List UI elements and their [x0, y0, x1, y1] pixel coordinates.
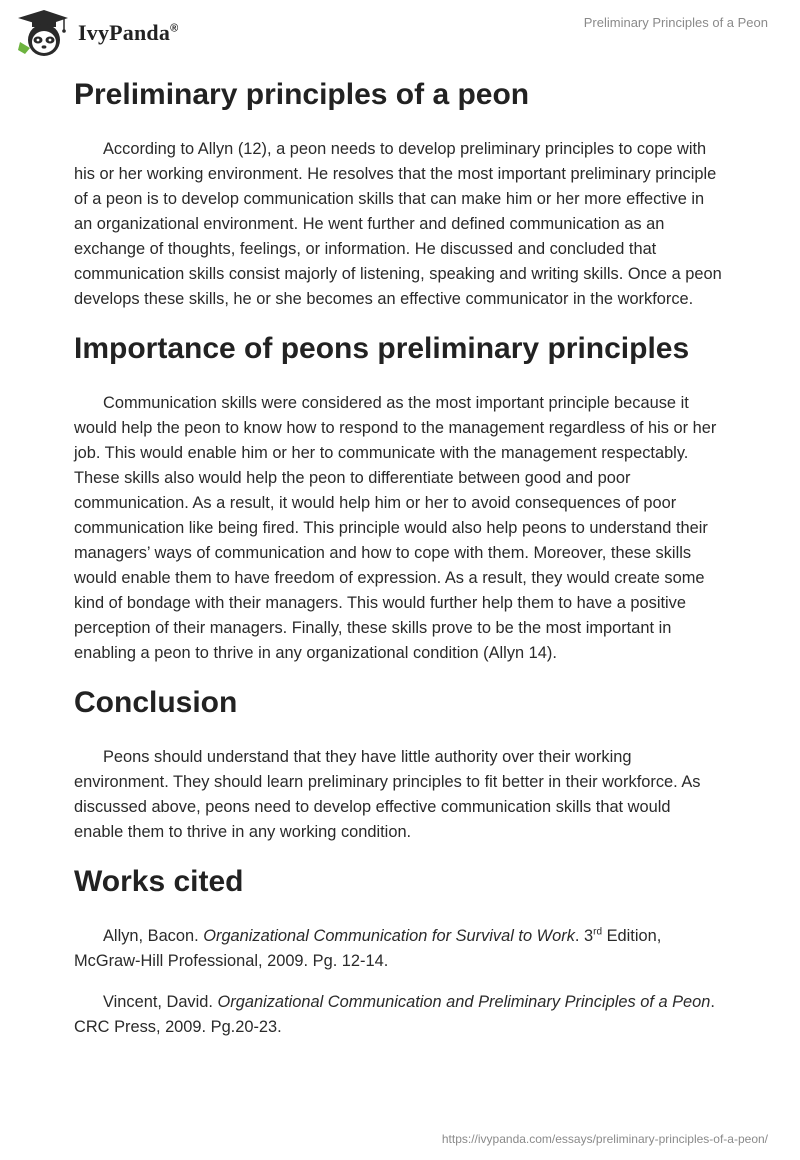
works-cited-heading: Works cited: [74, 865, 244, 898]
citation-edition-suffix: rd: [593, 926, 603, 938]
section-paragraph: According to Allyn (12), a peon needs to develop preliminary principles to cope with his or her working environment. He resolves that the most important preliminary principle of a peon is to develop communication skills that can make him or her more effective in an organizational environment. He went further and defined communication as an exchange of thoughts, feelings, or information. He discussed and concluded that communication skills consist majorly of listening, speaking and writing skills. Once a peon develops these skills, he or she becomes an effective communicator in the workforce.: [74, 140, 722, 308]
citation-author: Vincent, David.: [103, 993, 213, 1011]
citation-publisher: CRC Press, 2009. Pg.20-23.: [74, 1018, 282, 1036]
page-header: [0, 0, 800, 60]
citation-publisher: Edition, McGraw-Hill Professional, 2009. Pg. 12-14.: [74, 927, 662, 970]
citation-entry: Vincent, David. Organizational Communication and Preliminary Principles of a Peon. CRC Press, 2009. Pg.20-23.: [74, 993, 715, 1036]
citation-entry: Allyn, Bacon. Organizational Communication for Survival to Work. 3rd Edition, McGraw-Hill Professional, 2009. Pg. 12-14.: [74, 926, 662, 970]
citation-author: Allyn, Bacon.: [103, 927, 199, 945]
section-paragraph: Peons should understand that they have little authority over their working environment. They should learn preliminary principles to fit better in their workforce. As discussed above, peons need to develop effective communication skills that would enable them to thrive in any working condition.: [74, 748, 701, 841]
citation-edition: 3: [584, 927, 594, 945]
citation-title: Organizational Communication and Preliminary Principles of a Peon: [217, 993, 711, 1011]
essay-content: [74, 70, 724, 1040]
section-paragraph: Communication skills were considered as the most important principle because it would help the peon to know how to respond to the management regardless of his or her job. This would enable him or her to communicate with the management respectably. These skills also would help the peon to differentiate between good and poor communication. As a result, it would help him or her to avoid consequences of poor communication like being fired. This principle would also help peons to understand their managers’ ways of communication and how to cope with them. Moreover, these skills would enable them to have freedom of expression. As a result, they would create some kind of bondage with their managers. This would further help them to have a positive perception of their managers. Finally, these skills prove to be the most important in enabling a peon to thrive in any organizational condition (Allyn 14).: [74, 394, 717, 662]
section-heading: Preliminary principles of a peon: [74, 78, 530, 111]
source-url-link[interactable]: https://ivypanda.com/essays/preliminary-principles-of-a-peon/: [441, 1132, 768, 1146]
citation-title: Organizational Communication for Survival to Work: [203, 927, 575, 945]
panda-logo-icon: [14, 8, 70, 58]
registered-mark: ®: [170, 22, 179, 35]
brand-logo[interactable]: [14, 8, 178, 58]
section-heading: Importance of peons preliminary principles: [74, 332, 690, 365]
section-heading: Conclusion: [74, 686, 238, 719]
brand-name: IvyPanda®: [78, 20, 179, 45]
document-title: Preliminary Principles of a Peon: [583, 15, 768, 30]
